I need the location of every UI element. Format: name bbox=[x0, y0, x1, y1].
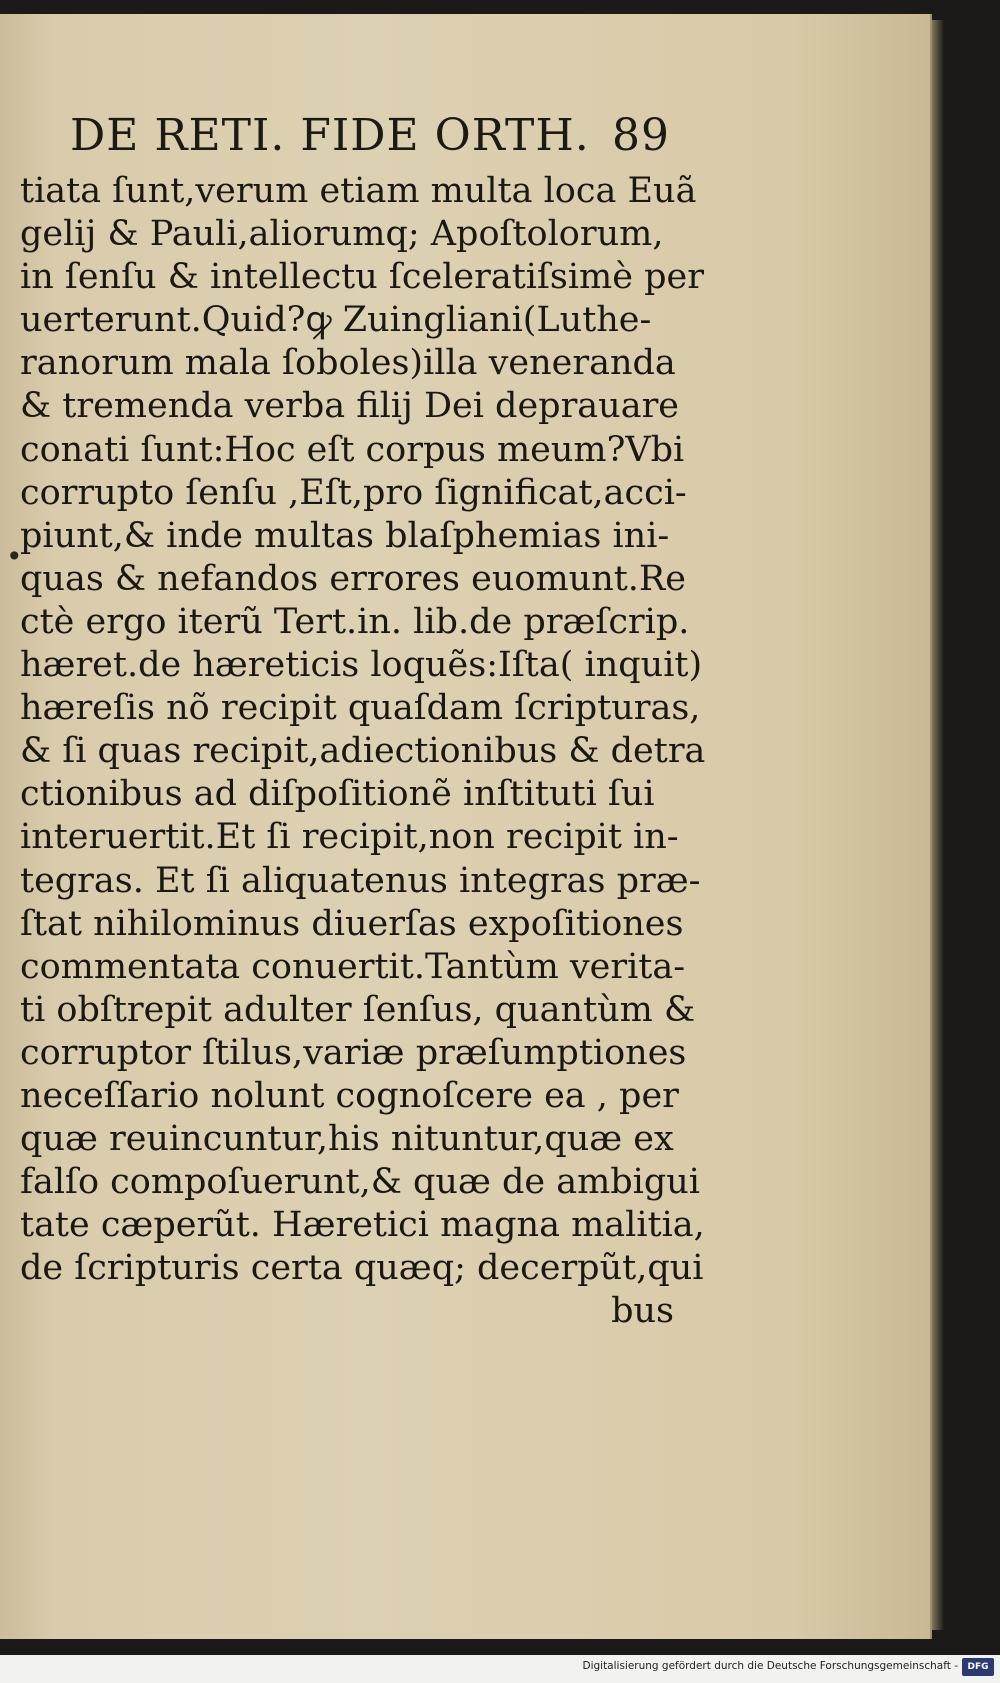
text-line: in ſenſu & intellectu ſceleratiſsimè per bbox=[20, 257, 704, 298]
text-line: tiata ſunt,verum etiam multa loca Euã bbox=[20, 171, 697, 211]
text-line: hæret.de hæreticis loquẽs:Iſta( inquit) bbox=[20, 645, 703, 686]
text-line: & ſi quas recipit,adiectionibus & detra bbox=[20, 731, 706, 772]
text-line: neceſſario nolunt cognoſcere ea , per bbox=[20, 1075, 679, 1116]
text-line: tate cæperũt. Hæretici magna malitia, bbox=[20, 1205, 705, 1246]
text-line: hæreſis nõ recipit quaſdam ſcripturas, bbox=[20, 688, 701, 729]
text-line: corruptor ſtilus,variæ præſumptiones bbox=[20, 1032, 687, 1073]
text-line: conati ſunt:Hoc eſt corpus meum?Vbi bbox=[20, 429, 685, 470]
running-head: DE RETI. FIDE ORTH. bbox=[70, 110, 590, 161]
page-edge bbox=[930, 20, 944, 1630]
footer-bar bbox=[0, 1655, 1000, 1683]
text-line: corrupto ſenſu ,Eſt,pro ſignificat,acci- bbox=[20, 472, 687, 513]
margin-mark: • bbox=[6, 540, 23, 573]
text-line: interuertit.Et ſi recipit,non recipit in- bbox=[20, 817, 679, 858]
text-line: de ſcripturis certa quæq; decerpũt,qui bbox=[20, 1248, 704, 1289]
text-line: quæ reuincuntur,his nituntur,quæ ex bbox=[20, 1119, 674, 1160]
text-line: uerterunt.Quid?ꝙ Zuingliani(Luthe- bbox=[20, 300, 652, 341]
text-line: & tremenda verba filij Dei deprauare bbox=[20, 386, 680, 427]
text-line: quas & nefandos errores euomunt.Re bbox=[20, 558, 686, 599]
funding-credit: Digitalisierung gefördert durch die Deutsche Forschungsgemeinschaft - bbox=[582, 1660, 958, 1672]
text-line: piunt,& inde multas blaſphemias ini- bbox=[20, 515, 670, 556]
catchword: bus bbox=[611, 1291, 674, 1332]
text-line: tegras. Et ſi aliquatenus integras præ- bbox=[20, 860, 701, 901]
text-line: ranorum mala ſoboles)illa veneranda bbox=[20, 343, 676, 384]
book-page bbox=[0, 14, 932, 1639]
text-line: ctè ergo iterũ Tert.in. lib.de præſcrip. bbox=[20, 601, 690, 642]
text-line: falſo compoſuerunt,& quæ de ambigui bbox=[20, 1162, 701, 1203]
page-header bbox=[70, 110, 670, 166]
text-line: commentata conuertit.Tantùm verita- bbox=[20, 946, 686, 987]
text-line: gelij & Pauli,aliorumq; Apoſtolorum, bbox=[20, 214, 664, 255]
page-number: 89 bbox=[612, 110, 670, 161]
text-line: ti obſtrepit adulter ſenſus, quantùm & bbox=[20, 989, 696, 1030]
text-line: ctionibus ad diſpoſitionẽ inſtituti ſui bbox=[20, 774, 655, 815]
body-text bbox=[20, 170, 706, 1334]
text-line: ſtat nihilominus diuerſas expoſitiones bbox=[20, 903, 684, 944]
dfg-logo: DFG bbox=[962, 1658, 994, 1676]
